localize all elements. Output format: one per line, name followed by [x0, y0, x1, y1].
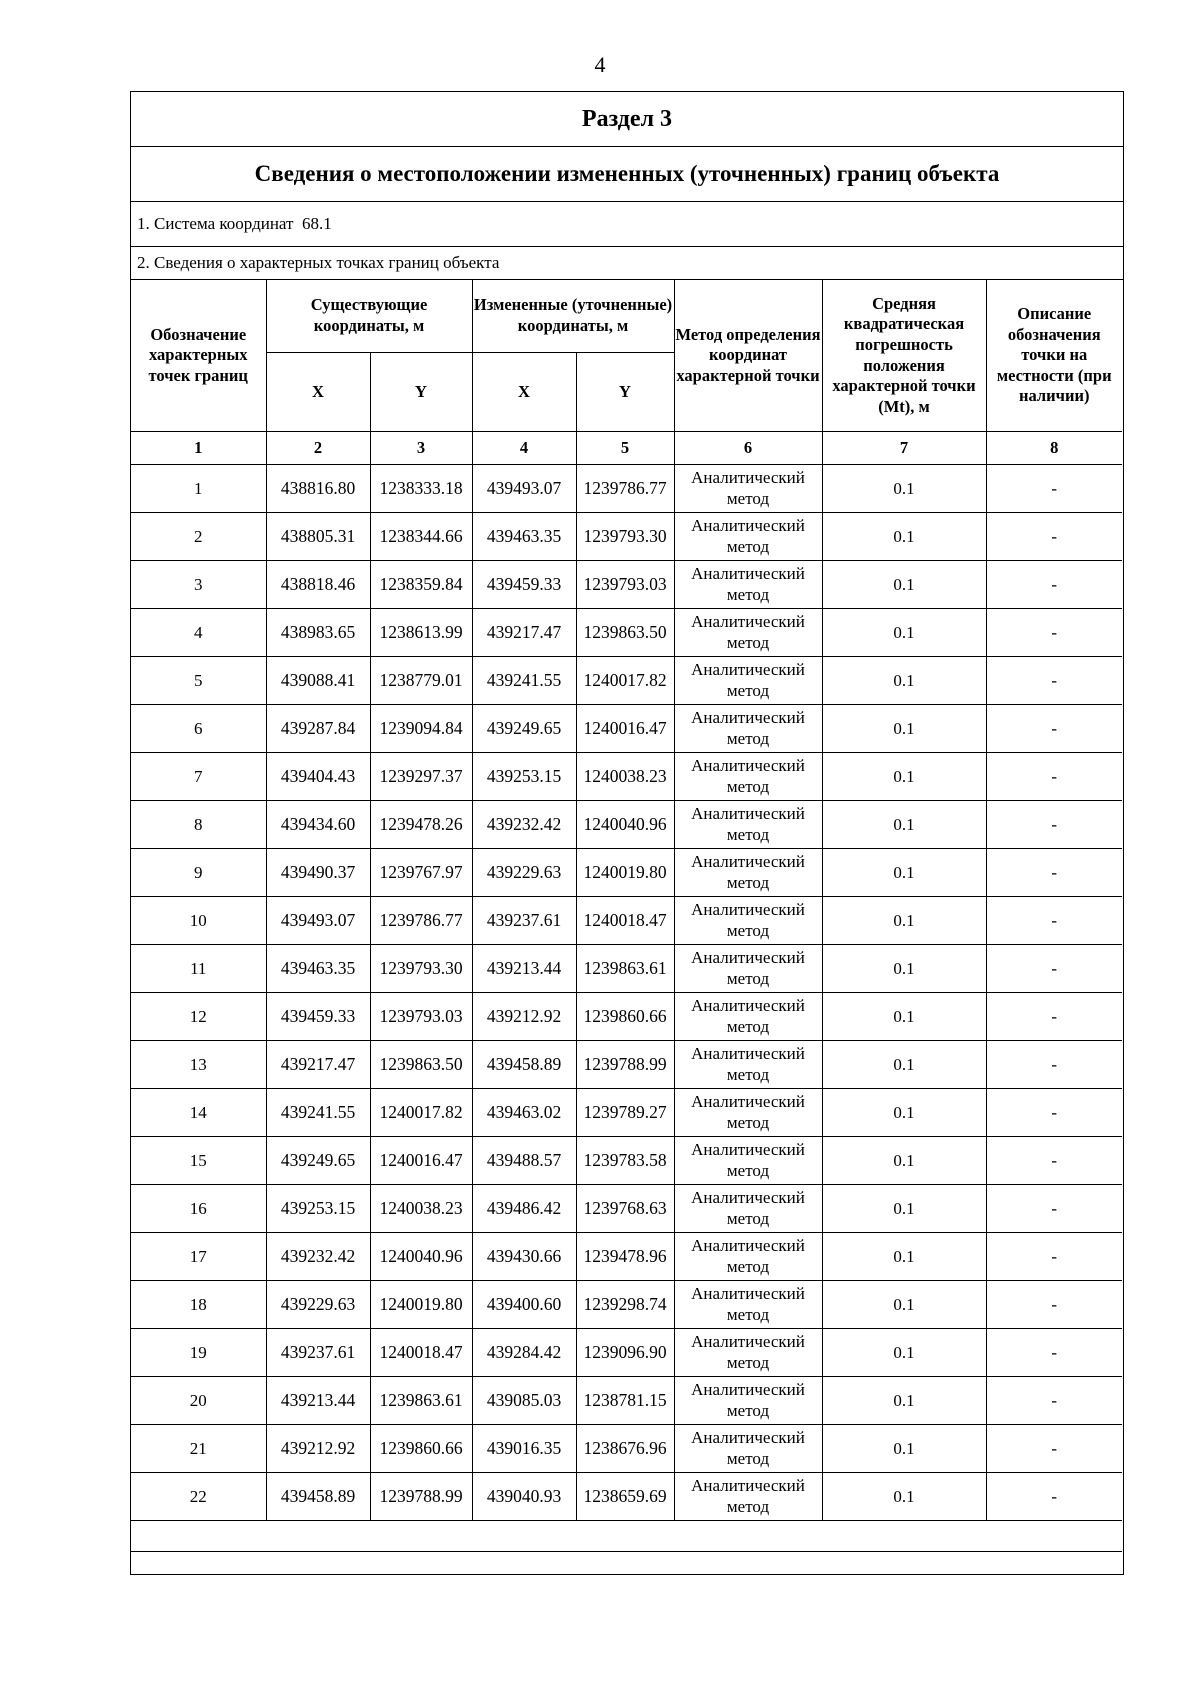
point-number-cell: 8 [131, 801, 266, 849]
method-cell: Аналитический метод [674, 513, 822, 561]
existing-x-cell: 438816.80 [266, 465, 370, 513]
point-number-cell: 7 [131, 753, 266, 801]
method-cell: Аналитический метод [674, 1185, 822, 1233]
method-cell: Аналитический метод [674, 801, 822, 849]
method-cell: Аналитический метод [674, 609, 822, 657]
existing-x-cell: 439463.35 [266, 945, 370, 993]
changed-y-cell: 1239789.27 [576, 1089, 674, 1137]
description-cell: - [986, 897, 1122, 945]
changed-x-cell: 439253.15 [472, 753, 576, 801]
description-cell: - [986, 513, 1122, 561]
existing-y-cell: 1239793.30 [370, 945, 472, 993]
existing-y-cell: 1239863.50 [370, 1041, 472, 1089]
existing-y-cell: 1240038.23 [370, 1185, 472, 1233]
error-cell: 0.1 [822, 513, 986, 561]
column-number: 6 [674, 432, 822, 465]
changed-x-cell: 439212.92 [472, 993, 576, 1041]
point-number-cell: 6 [131, 705, 266, 753]
error-cell: 0.1 [822, 1329, 986, 1377]
point-number-cell: 22 [131, 1473, 266, 1521]
point-number-cell: 18 [131, 1281, 266, 1329]
error-cell: 0.1 [822, 1425, 986, 1473]
error-cell: 0.1 [822, 561, 986, 609]
description-cell: - [986, 1329, 1122, 1377]
section-title: Раздел 3 [131, 92, 1123, 147]
point-number-cell: 15 [131, 1137, 266, 1185]
page-number: 4 [594, 52, 606, 77]
existing-x-cell: 438805.31 [266, 513, 370, 561]
changed-x-cell: 439237.61 [472, 897, 576, 945]
document-frame [130, 91, 1124, 1575]
changed-x-cell: 439229.63 [472, 849, 576, 897]
description-cell: - [986, 1185, 1122, 1233]
table-row [131, 945, 1122, 993]
point-number-cell: 12 [131, 993, 266, 1041]
changed-y-cell: 1240019.80 [576, 849, 674, 897]
description-cell: - [986, 705, 1122, 753]
table-row [131, 609, 1122, 657]
column-number: 3 [370, 432, 472, 465]
existing-x-cell: 438983.65 [266, 609, 370, 657]
changed-y-cell: 1239298.74 [576, 1281, 674, 1329]
point-number-cell: 19 [131, 1329, 266, 1377]
header-existing-y: Y [370, 353, 472, 432]
existing-x-cell: 439434.60 [266, 801, 370, 849]
table-tail-row [131, 1521, 1122, 1552]
coord-system-row [131, 202, 1123, 247]
point-number-cell: 16 [131, 1185, 266, 1233]
changed-y-cell: 1240016.47 [576, 705, 674, 753]
existing-x-cell: 439088.41 [266, 657, 370, 705]
header-changed-x: X [472, 353, 576, 432]
existing-x-cell: 439493.07 [266, 897, 370, 945]
table-row [131, 1089, 1122, 1137]
error-cell: 0.1 [822, 1137, 986, 1185]
description-cell: - [986, 1089, 1122, 1137]
header-existing-coords: Существующие координаты, м [266, 280, 472, 353]
existing-y-cell: 1240018.47 [370, 1329, 472, 1377]
column-number: 5 [576, 432, 674, 465]
error-cell: 0.1 [822, 897, 986, 945]
column-number: 7 [822, 432, 986, 465]
error-cell: 0.1 [822, 1041, 986, 1089]
table-tail-cell [131, 1521, 1122, 1552]
column-number: 2 [266, 432, 370, 465]
existing-y-cell: 1238344.66 [370, 513, 472, 561]
table-row [131, 657, 1122, 705]
points-table-body [131, 465, 1122, 1521]
existing-y-cell: 1238359.84 [370, 561, 472, 609]
point-number-cell: 5 [131, 657, 266, 705]
description-cell: - [986, 1425, 1122, 1473]
description-cell: - [986, 1233, 1122, 1281]
changed-y-cell: 1239863.61 [576, 945, 674, 993]
point-number-cell: 10 [131, 897, 266, 945]
error-cell: 0.1 [822, 849, 986, 897]
changed-x-cell: 439213.44 [472, 945, 576, 993]
error-cell: 0.1 [822, 609, 986, 657]
method-cell: Аналитический метод [674, 993, 822, 1041]
changed-y-cell: 1240017.82 [576, 657, 674, 705]
existing-y-cell: 1239786.77 [370, 897, 472, 945]
existing-y-cell: 1240017.82 [370, 1089, 472, 1137]
header-designation: Обозначение характерных точек границ [131, 280, 266, 432]
existing-x-cell: 439212.92 [266, 1425, 370, 1473]
existing-x-cell: 439459.33 [266, 993, 370, 1041]
point-number-cell: 13 [131, 1041, 266, 1089]
method-cell: Аналитический метод [674, 1473, 822, 1521]
header-changed-coords: Измененные (уточненные) координаты, м [472, 280, 674, 353]
changed-y-cell: 1239478.96 [576, 1233, 674, 1281]
changed-x-cell: 439400.60 [472, 1281, 576, 1329]
error-cell: 0.1 [822, 705, 986, 753]
method-cell: Аналитический метод [674, 945, 822, 993]
points-info-label: 2. Сведения о характерных точках границ объекта [131, 247, 1123, 280]
header-description: Описание обозначения точки на местности (при наличии) [986, 280, 1122, 432]
table-row [131, 1425, 1122, 1473]
existing-y-cell: 1239297.37 [370, 753, 472, 801]
header-error: Средняя квадратическая погрешность положения характерной точки (Mt), м [822, 280, 986, 432]
point-number-cell: 1 [131, 465, 266, 513]
error-cell: 0.1 [822, 465, 986, 513]
table-row [131, 465, 1122, 513]
changed-y-cell: 1240040.96 [576, 801, 674, 849]
changed-x-cell: 439463.35 [472, 513, 576, 561]
changed-x-cell: 439232.42 [472, 801, 576, 849]
error-cell: 0.1 [822, 657, 986, 705]
changed-x-cell: 439284.42 [472, 1329, 576, 1377]
point-number-cell: 3 [131, 561, 266, 609]
method-cell: Аналитический метод [674, 1281, 822, 1329]
table-row [131, 993, 1122, 1041]
coord-system-value: 68.1 [301, 214, 332, 233]
header-row-1 [131, 280, 1122, 353]
table-row [131, 513, 1122, 561]
existing-x-cell: 439232.42 [266, 1233, 370, 1281]
table-row [131, 1473, 1122, 1521]
changed-y-cell: 1239863.50 [576, 609, 674, 657]
header-existing-x: X [266, 353, 370, 432]
point-number-cell: 20 [131, 1377, 266, 1425]
table-row [131, 801, 1122, 849]
changed-y-cell: 1240038.23 [576, 753, 674, 801]
existing-x-cell: 439253.15 [266, 1185, 370, 1233]
changed-x-cell: 439217.47 [472, 609, 576, 657]
changed-y-cell: 1238676.96 [576, 1425, 674, 1473]
table-row [131, 1137, 1122, 1185]
existing-y-cell: 1239793.03 [370, 993, 472, 1041]
changed-x-cell: 439430.66 [472, 1233, 576, 1281]
points-table [131, 280, 1122, 1552]
method-cell: Аналитический метод [674, 657, 822, 705]
method-cell: Аналитический метод [674, 849, 822, 897]
error-cell: 0.1 [822, 1473, 986, 1521]
point-number-cell: 17 [131, 1233, 266, 1281]
description-cell: - [986, 561, 1122, 609]
existing-y-cell: 1239767.97 [370, 849, 472, 897]
description-cell: - [986, 609, 1122, 657]
description-cell: - [986, 1041, 1122, 1089]
description-cell: - [986, 465, 1122, 513]
error-cell: 0.1 [822, 1281, 986, 1329]
existing-y-cell: 1239860.66 [370, 1425, 472, 1473]
existing-y-cell: 1239788.99 [370, 1473, 472, 1521]
changed-x-cell: 439040.93 [472, 1473, 576, 1521]
error-cell: 0.1 [822, 1185, 986, 1233]
existing-y-cell: 1240040.96 [370, 1233, 472, 1281]
description-cell: - [986, 657, 1122, 705]
existing-x-cell: 439217.47 [266, 1041, 370, 1089]
point-number-cell: 9 [131, 849, 266, 897]
method-cell: Аналитический метод [674, 897, 822, 945]
changed-x-cell: 439486.42 [472, 1185, 576, 1233]
changed-x-cell: 439085.03 [472, 1377, 576, 1425]
header-changed-y: Y [576, 353, 674, 432]
method-cell: Аналитический метод [674, 561, 822, 609]
table-row [131, 1233, 1122, 1281]
coord-system-label: 1. Система координат [137, 214, 294, 233]
existing-x-cell: 439287.84 [266, 705, 370, 753]
existing-x-cell: 438818.46 [266, 561, 370, 609]
changed-x-cell: 439016.35 [472, 1425, 576, 1473]
changed-y-cell: 1239768.63 [576, 1185, 674, 1233]
existing-y-cell: 1239478.26 [370, 801, 472, 849]
existing-y-cell: 1240016.47 [370, 1137, 472, 1185]
changed-x-cell: 439459.33 [472, 561, 576, 609]
existing-y-cell: 1239863.61 [370, 1377, 472, 1425]
changed-y-cell: 1239783.58 [576, 1137, 674, 1185]
column-number: 4 [472, 432, 576, 465]
changed-x-cell: 439493.07 [472, 465, 576, 513]
changed-y-cell: 1239786.77 [576, 465, 674, 513]
error-cell: 0.1 [822, 753, 986, 801]
method-cell: Аналитический метод [674, 1425, 822, 1473]
error-cell: 0.1 [822, 993, 986, 1041]
description-cell: - [986, 993, 1122, 1041]
description-cell: - [986, 801, 1122, 849]
changed-x-cell: 439488.57 [472, 1137, 576, 1185]
column-number: 1 [131, 432, 266, 465]
point-number-cell: 4 [131, 609, 266, 657]
error-cell: 0.1 [822, 1089, 986, 1137]
method-cell: Аналитический метод [674, 1137, 822, 1185]
table-row [131, 1185, 1122, 1233]
method-cell: Аналитический метод [674, 705, 822, 753]
table-row [131, 1281, 1122, 1329]
existing-x-cell: 439237.61 [266, 1329, 370, 1377]
error-cell: 0.1 [822, 801, 986, 849]
description-cell: - [986, 1137, 1122, 1185]
changed-y-cell: 1239793.30 [576, 513, 674, 561]
description-cell: - [986, 753, 1122, 801]
method-cell: Аналитический метод [674, 465, 822, 513]
existing-y-cell: 1240019.80 [370, 1281, 472, 1329]
error-cell: 0.1 [822, 1377, 986, 1425]
existing-x-cell: 439404.43 [266, 753, 370, 801]
existing-x-cell: 439213.44 [266, 1377, 370, 1425]
error-cell: 0.1 [822, 945, 986, 993]
changed-x-cell: 439458.89 [472, 1041, 576, 1089]
point-number-cell: 21 [131, 1425, 266, 1473]
section-subtitle: Сведения о местоположении измененных (уточненных) границ объекта [131, 147, 1123, 202]
description-cell: - [986, 1281, 1122, 1329]
method-cell: Аналитический метод [674, 753, 822, 801]
method-cell: Аналитический метод [674, 1089, 822, 1137]
changed-x-cell: 439463.02 [472, 1089, 576, 1137]
table-row [131, 1041, 1122, 1089]
existing-x-cell: 439249.65 [266, 1137, 370, 1185]
method-cell: Аналитический метод [674, 1329, 822, 1377]
point-number-cell: 2 [131, 513, 266, 561]
point-number-cell: 14 [131, 1089, 266, 1137]
header-method: Метод определения координат характерной точки [674, 280, 822, 432]
table-row [131, 1377, 1122, 1425]
point-number-cell: 11 [131, 945, 266, 993]
table-row [131, 705, 1122, 753]
changed-x-cell: 439241.55 [472, 657, 576, 705]
existing-y-cell: 1238779.01 [370, 657, 472, 705]
description-cell: - [986, 1473, 1122, 1521]
changed-y-cell: 1239793.03 [576, 561, 674, 609]
table-row [131, 897, 1122, 945]
changed-y-cell: 1240018.47 [576, 897, 674, 945]
existing-y-cell: 1238613.99 [370, 609, 472, 657]
description-cell: - [986, 945, 1122, 993]
description-cell: - [986, 849, 1122, 897]
existing-x-cell: 439458.89 [266, 1473, 370, 1521]
column-number-row [131, 432, 1122, 465]
changed-y-cell: 1238659.69 [576, 1473, 674, 1521]
error-cell: 0.1 [822, 1233, 986, 1281]
existing-x-cell: 439241.55 [266, 1089, 370, 1137]
changed-y-cell: 1239860.66 [576, 993, 674, 1041]
table-row [131, 1329, 1122, 1377]
method-cell: Аналитический метод [674, 1041, 822, 1089]
table-row [131, 561, 1122, 609]
description-cell: - [986, 1377, 1122, 1425]
column-number: 8 [986, 432, 1122, 465]
existing-y-cell: 1239094.84 [370, 705, 472, 753]
changed-y-cell: 1239788.99 [576, 1041, 674, 1089]
existing-x-cell: 439229.63 [266, 1281, 370, 1329]
existing-x-cell: 439490.37 [266, 849, 370, 897]
method-cell: Аналитический метод [674, 1233, 822, 1281]
table-row [131, 849, 1122, 897]
changed-y-cell: 1238781.15 [576, 1377, 674, 1425]
table-row [131, 753, 1122, 801]
changed-y-cell: 1239096.90 [576, 1329, 674, 1377]
changed-x-cell: 439249.65 [472, 705, 576, 753]
existing-y-cell: 1238333.18 [370, 465, 472, 513]
method-cell: Аналитический метод [674, 1377, 822, 1425]
